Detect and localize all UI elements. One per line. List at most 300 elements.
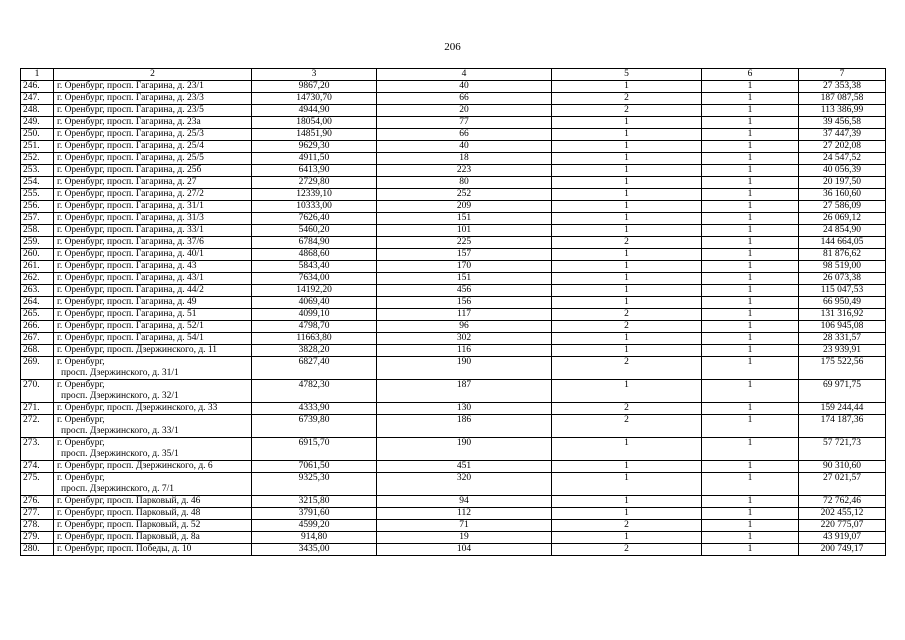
area-cell: 4069,40 — [252, 297, 377, 309]
count-cell: 186 — [377, 415, 552, 438]
address-line-city: г. Оренбург, — [57, 473, 105, 483]
count-cell: 156 — [377, 297, 552, 309]
column-6-cell: 1 — [702, 237, 799, 249]
address-line-city: г. Оренбург, просп. Гагарина, д. 27/2 — [57, 189, 204, 199]
address-cell — [54, 105, 252, 117]
column-header-6: 6 — [702, 69, 799, 81]
amount-cell: 220 775,07 — [799, 520, 886, 532]
column-6-cell: 1 — [702, 261, 799, 273]
count-cell: 187 — [377, 380, 552, 403]
address-line-city: г. Оренбург, просп. Гагарина, д. 40/1 — [57, 249, 204, 259]
address-line-street: просп. Дзержинского, д. 35/1 — [61, 449, 179, 459]
row-number-cell: 262. — [21, 273, 54, 285]
address-cell — [54, 438, 252, 461]
count-cell: 151 — [377, 273, 552, 285]
amount-cell: 27 202,08 — [799, 141, 886, 153]
column-5-cell: 1 — [552, 438, 702, 461]
amount-cell: 175 522,56 — [799, 357, 886, 380]
area-cell: 4099,10 — [252, 309, 377, 321]
table-row — [21, 508, 886, 520]
count-cell: 77 — [377, 117, 552, 129]
address-cell — [54, 213, 252, 225]
column-5-cell: 2 — [552, 403, 702, 415]
amount-cell: 24 547,52 — [799, 153, 886, 165]
table-row — [21, 297, 886, 309]
column-5-cell: 2 — [552, 105, 702, 117]
address-cell — [54, 380, 252, 403]
amount-cell: 144 664,05 — [799, 237, 886, 249]
amount-cell: 23 939,91 — [799, 345, 886, 357]
amount-cell: 98 519,00 — [799, 261, 886, 273]
table-body — [21, 69, 886, 556]
column-6-cell: 1 — [702, 105, 799, 117]
address-cell — [54, 153, 252, 165]
column-6-cell: 1 — [702, 438, 799, 461]
amount-cell: 37 447,39 — [799, 129, 886, 141]
column-5-cell: 2 — [552, 309, 702, 321]
column-6-cell: 1 — [702, 473, 799, 496]
column-5-cell: 1 — [552, 117, 702, 129]
column-6-cell: 1 — [702, 461, 799, 473]
address-cell — [54, 520, 252, 532]
table-row — [21, 473, 886, 496]
amount-cell: 72 762,46 — [799, 496, 886, 508]
count-cell: 170 — [377, 261, 552, 273]
table-row — [21, 532, 886, 544]
count-cell: 225 — [377, 237, 552, 249]
address-line-city: г. Оренбург, просп. Гагарина, д. 43 — [57, 261, 197, 271]
row-number-cell: 267. — [21, 333, 54, 345]
row-number-cell: 271. — [21, 403, 54, 415]
area-cell: 4944,90 — [252, 105, 377, 117]
amount-cell: 26 073,38 — [799, 273, 886, 285]
table-row — [21, 273, 886, 285]
address-cell — [54, 508, 252, 520]
address-line-city: г. Оренбург, просп. Гагарина, д. 25/4 — [57, 141, 204, 151]
amount-cell: 57 721,73 — [799, 438, 886, 461]
table-row — [21, 496, 886, 508]
address-line-street: просп. Дзержинского, д. 33/1 — [61, 426, 179, 436]
address-cell — [54, 81, 252, 93]
address-line-city: г. Оренбург, — [57, 415, 105, 425]
count-cell: 456 — [377, 285, 552, 297]
address-line-city: г. Оренбург, просп. Парковый, д. 8а — [57, 532, 200, 542]
area-cell: 9867,20 — [252, 81, 377, 93]
area-cell: 4333,90 — [252, 403, 377, 415]
amount-cell: 174 187,36 — [799, 415, 886, 438]
table-row — [21, 309, 886, 321]
count-cell: 252 — [377, 189, 552, 201]
table-row — [21, 153, 886, 165]
column-5-cell: 1 — [552, 285, 702, 297]
count-cell: 117 — [377, 309, 552, 321]
column-5-cell: 1 — [552, 129, 702, 141]
area-cell: 9325,30 — [252, 473, 377, 496]
amount-cell: 36 160,60 — [799, 189, 886, 201]
area-cell: 914,80 — [252, 532, 377, 544]
amount-cell: 131 316,92 — [799, 309, 886, 321]
address-line-city: г. Оренбург, просп. Гагарина, д. 44/2 — [57, 285, 204, 295]
row-number-cell: 280. — [21, 544, 54, 556]
column-6-cell: 1 — [702, 117, 799, 129]
table-row — [21, 520, 886, 532]
table-row — [21, 321, 886, 333]
area-cell: 4782,30 — [252, 380, 377, 403]
address-line-city: г. Оренбург, просп. Парковый, д. 46 — [57, 496, 201, 506]
count-cell: 19 — [377, 532, 552, 544]
address-line-city: г. Оренбург, просп. Гагарина, д. 31/1 — [57, 201, 204, 211]
address-cell — [54, 285, 252, 297]
count-cell: 94 — [377, 496, 552, 508]
amount-cell: 115 047,53 — [799, 285, 886, 297]
row-number-cell: 253. — [21, 165, 54, 177]
address-line-city: г. Оренбург, просп. Гагарина, д. 49 — [57, 297, 197, 307]
address-line-city: г. Оренбург, просп. Гагарина, д. 37/6 — [57, 237, 204, 247]
table-row — [21, 285, 886, 297]
row-number-cell: 275. — [21, 473, 54, 496]
area-cell: 5460,20 — [252, 225, 377, 237]
column-6-cell: 1 — [702, 153, 799, 165]
row-number-cell: 277. — [21, 508, 54, 520]
column-5-cell: 1 — [552, 81, 702, 93]
address-cell — [54, 473, 252, 496]
column-5-cell: 1 — [552, 508, 702, 520]
area-cell: 7634,00 — [252, 273, 377, 285]
row-number-cell: 274. — [21, 461, 54, 473]
area-cell: 3828,20 — [252, 345, 377, 357]
page-number: 206 — [444, 41, 461, 53]
address-cell — [54, 309, 252, 321]
address-cell — [54, 544, 252, 556]
column-5-cell: 1 — [552, 249, 702, 261]
address-line-street: просп. Дзержинского, д. 31/1 — [61, 368, 179, 378]
area-cell: 14192,20 — [252, 285, 377, 297]
area-cell: 7626,40 — [252, 213, 377, 225]
row-number-cell: 268. — [21, 345, 54, 357]
column-5-cell: 2 — [552, 93, 702, 105]
address-cell — [54, 321, 252, 333]
address-line-city: г. Оренбург, просп. Дзержинского, д. 33 — [57, 403, 218, 413]
data-table — [20, 68, 886, 556]
column-5-cell: 1 — [552, 261, 702, 273]
column-6-cell: 1 — [702, 544, 799, 556]
row-number-cell: 278. — [21, 520, 54, 532]
area-cell: 6739,80 — [252, 415, 377, 438]
table-row — [21, 403, 886, 415]
table-row — [21, 165, 886, 177]
address-line-city: г. Оренбург, просп. Гагарина, д. 23/1 — [57, 81, 204, 91]
column-6-cell: 1 — [702, 309, 799, 321]
amount-cell: 202 455,12 — [799, 508, 886, 520]
address-line-city: г. Оренбург, просп. Гагарина, д. 51 — [57, 309, 197, 319]
table-row — [21, 357, 886, 380]
address-line-city: г. Оренбург, просп. Дзержинского, д. 6 — [57, 461, 213, 471]
address-cell — [54, 261, 252, 273]
address-cell — [54, 249, 252, 261]
column-5-cell: 1 — [552, 333, 702, 345]
column-5-cell: 2 — [552, 415, 702, 438]
row-number-cell: 263. — [21, 285, 54, 297]
amount-cell: 39 456,58 — [799, 117, 886, 129]
address-line-city: г. Оренбург, просп. Гагарина, д. 25б — [57, 165, 202, 175]
amount-cell: 40 056,39 — [799, 165, 886, 177]
address-line-city: г. Оренбург, — [57, 380, 105, 390]
address-line-city: г. Оренбург, просп. Дзержинского, д. 11 — [57, 345, 218, 355]
row-number-cell: 250. — [21, 129, 54, 141]
column-5-cell: 1 — [552, 153, 702, 165]
address-line-city: г. Оренбург, просп. Гагарина, д. 43/1 — [57, 273, 204, 283]
address-cell — [54, 297, 252, 309]
column-6-cell: 1 — [702, 177, 799, 189]
address-cell — [54, 165, 252, 177]
count-cell: 66 — [377, 129, 552, 141]
address-cell — [54, 93, 252, 105]
amount-cell: 113 386,99 — [799, 105, 886, 117]
area-cell: 3435,00 — [252, 544, 377, 556]
address-cell — [54, 189, 252, 201]
row-number-cell: 269. — [21, 357, 54, 380]
table-row — [21, 237, 886, 249]
column-6-cell: 1 — [702, 165, 799, 177]
amount-cell: 200 749,17 — [799, 544, 886, 556]
address-line-street: просп. Дзержинского, д. 7/1 — [61, 484, 175, 494]
column-5-cell: 2 — [552, 520, 702, 532]
count-cell: 66 — [377, 93, 552, 105]
column-6-cell: 1 — [702, 403, 799, 415]
column-6-cell: 1 — [702, 415, 799, 438]
count-cell: 40 — [377, 81, 552, 93]
table-header-row — [21, 69, 886, 81]
address-line-city: г. Оренбург, просп. Гагарина, д. 31/3 — [57, 213, 204, 223]
address-cell — [54, 357, 252, 380]
row-number-cell: 279. — [21, 532, 54, 544]
amount-cell: 24 854,90 — [799, 225, 886, 237]
address-cell — [54, 532, 252, 544]
row-number-cell: 260. — [21, 249, 54, 261]
area-cell: 6827,40 — [252, 357, 377, 380]
address-line-city: г. Оренбург, просп. Победы, д. 10 — [57, 544, 192, 554]
table-row — [21, 261, 886, 273]
column-5-cell: 1 — [552, 473, 702, 496]
row-number-cell: 252. — [21, 153, 54, 165]
column-6-cell: 1 — [702, 357, 799, 380]
address-line-city: г. Оренбург, просп. Гагарина, д. 54/1 — [57, 333, 204, 343]
column-5-cell: 1 — [552, 201, 702, 213]
table-row — [21, 345, 886, 357]
count-cell: 116 — [377, 345, 552, 357]
row-number-cell: 272. — [21, 415, 54, 438]
table-row — [21, 201, 886, 213]
count-cell: 320 — [377, 473, 552, 496]
count-cell: 112 — [377, 508, 552, 520]
area-cell: 10333,00 — [252, 201, 377, 213]
table-row — [21, 380, 886, 403]
amount-cell: 28 331,57 — [799, 333, 886, 345]
table-row — [21, 105, 886, 117]
address-cell — [54, 273, 252, 285]
count-cell: 20 — [377, 105, 552, 117]
column-5-cell: 2 — [552, 357, 702, 380]
count-cell: 40 — [377, 141, 552, 153]
amount-cell: 90 310,60 — [799, 461, 886, 473]
address-cell — [54, 117, 252, 129]
amount-cell: 187 087,58 — [799, 93, 886, 105]
column-6-cell: 1 — [702, 520, 799, 532]
table-row — [21, 213, 886, 225]
column-header-7: 7 — [799, 69, 886, 81]
column-5-cell: 1 — [552, 141, 702, 153]
column-5-cell: 1 — [552, 177, 702, 189]
table-row — [21, 415, 886, 438]
column-6-cell: 1 — [702, 201, 799, 213]
count-cell: 451 — [377, 461, 552, 473]
address-line-city: г. Оренбург, просп. Парковый, д. 48 — [57, 508, 201, 518]
column-header-3: 3 — [252, 69, 377, 81]
column-5-cell: 1 — [552, 273, 702, 285]
address-line-city: г. Оренбург, просп. Гагарина, д. 25/3 — [57, 129, 204, 139]
column-6-cell: 1 — [702, 345, 799, 357]
area-cell: 3791,60 — [252, 508, 377, 520]
area-cell: 2729,80 — [252, 177, 377, 189]
table-row — [21, 225, 886, 237]
column-5-cell: 2 — [552, 237, 702, 249]
row-number-cell: 265. — [21, 309, 54, 321]
address-line-city: г. Оренбург, просп. Гагарина, д. 33/1 — [57, 225, 204, 235]
count-cell: 223 — [377, 165, 552, 177]
table-row — [21, 117, 886, 129]
row-number-cell: 264. — [21, 297, 54, 309]
column-header-5: 5 — [552, 69, 702, 81]
area-cell: 18054,00 — [252, 117, 377, 129]
count-cell: 302 — [377, 333, 552, 345]
address-cell — [54, 225, 252, 237]
table-row — [21, 141, 886, 153]
column-6-cell: 1 — [702, 273, 799, 285]
column-5-cell: 1 — [552, 345, 702, 357]
count-cell: 190 — [377, 357, 552, 380]
column-6-cell: 1 — [702, 380, 799, 403]
row-number-cell: 258. — [21, 225, 54, 237]
address-cell — [54, 415, 252, 438]
address-line-city: г. Оренбург, просп. Гагарина, д. 52/1 — [57, 321, 204, 331]
column-6-cell: 1 — [702, 508, 799, 520]
amount-cell: 27 586,09 — [799, 201, 886, 213]
column-6-cell: 1 — [702, 249, 799, 261]
column-5-cell: 2 — [552, 321, 702, 333]
area-cell: 3215,80 — [252, 496, 377, 508]
area-cell: 7061,50 — [252, 461, 377, 473]
column-5-cell: 1 — [552, 213, 702, 225]
address-line-city: г. Оренбург, просп. Гагарина, д. 25/5 — [57, 153, 204, 163]
column-6-cell: 1 — [702, 321, 799, 333]
amount-cell: 159 244,44 — [799, 403, 886, 415]
area-cell: 6915,70 — [252, 438, 377, 461]
row-number-cell: 251. — [21, 141, 54, 153]
row-number-cell: 254. — [21, 177, 54, 189]
address-line-street: просп. Дзержинского, д. 32/1 — [61, 391, 179, 401]
address-cell — [54, 201, 252, 213]
table-row — [21, 93, 886, 105]
row-number-cell: 261. — [21, 261, 54, 273]
table-row — [21, 189, 886, 201]
area-cell: 4868,60 — [252, 249, 377, 261]
amount-cell: 106 945,08 — [799, 321, 886, 333]
column-6-cell: 1 — [702, 297, 799, 309]
amount-cell: 27 021,57 — [799, 473, 886, 496]
table-row — [21, 438, 886, 461]
amount-cell: 26 069,12 — [799, 213, 886, 225]
table-row — [21, 333, 886, 345]
amount-cell: 27 353,38 — [799, 81, 886, 93]
column-5-cell: 1 — [552, 532, 702, 544]
row-number-cell: 257. — [21, 213, 54, 225]
count-cell: 157 — [377, 249, 552, 261]
area-cell: 12339,10 — [252, 189, 377, 201]
amount-cell: 43 919,07 — [799, 532, 886, 544]
row-number-cell: 276. — [21, 496, 54, 508]
count-cell: 71 — [377, 520, 552, 532]
area-cell: 6413,90 — [252, 165, 377, 177]
count-cell: 209 — [377, 201, 552, 213]
column-5-cell: 1 — [552, 380, 702, 403]
table-row — [21, 249, 886, 261]
column-5-cell: 2 — [552, 544, 702, 556]
table-row — [21, 461, 886, 473]
row-number-cell: 255. — [21, 189, 54, 201]
table-row — [21, 544, 886, 556]
row-number-cell: 256. — [21, 201, 54, 213]
column-6-cell: 1 — [702, 141, 799, 153]
area-cell: 6784,90 — [252, 237, 377, 249]
column-6-cell: 1 — [702, 225, 799, 237]
count-cell: 190 — [377, 438, 552, 461]
column-6-cell: 1 — [702, 93, 799, 105]
area-cell: 4599,20 — [252, 520, 377, 532]
address-cell — [54, 141, 252, 153]
column-6-cell: 1 — [702, 333, 799, 345]
area-cell: 11663,80 — [252, 333, 377, 345]
count-cell: 80 — [377, 177, 552, 189]
address-cell — [54, 237, 252, 249]
address-line-city: г. Оренбург, — [57, 357, 105, 367]
area-cell: 4798,70 — [252, 321, 377, 333]
table-row — [21, 81, 886, 93]
table-row — [21, 129, 886, 141]
row-number-cell: 259. — [21, 237, 54, 249]
address-cell — [54, 496, 252, 508]
column-header-1: 1 — [21, 69, 54, 81]
row-number-cell: 247. — [21, 93, 54, 105]
column-header-4: 4 — [377, 69, 552, 81]
address-line-city: г. Оренбург, просп. Парковый, д. 52 — [57, 520, 201, 530]
column-header-2: 2 — [54, 69, 252, 81]
column-5-cell: 1 — [552, 225, 702, 237]
area-cell: 4911,50 — [252, 153, 377, 165]
address-cell — [54, 129, 252, 141]
column-6-cell: 1 — [702, 496, 799, 508]
address-cell — [54, 403, 252, 415]
row-number-cell: 248. — [21, 105, 54, 117]
table-row — [21, 177, 886, 189]
count-cell: 130 — [377, 403, 552, 415]
address-cell — [54, 461, 252, 473]
column-6-cell: 1 — [702, 285, 799, 297]
column-5-cell: 1 — [552, 496, 702, 508]
count-cell: 104 — [377, 544, 552, 556]
row-number-cell: 270. — [21, 380, 54, 403]
column-6-cell: 1 — [702, 129, 799, 141]
column-6-cell: 1 — [702, 213, 799, 225]
